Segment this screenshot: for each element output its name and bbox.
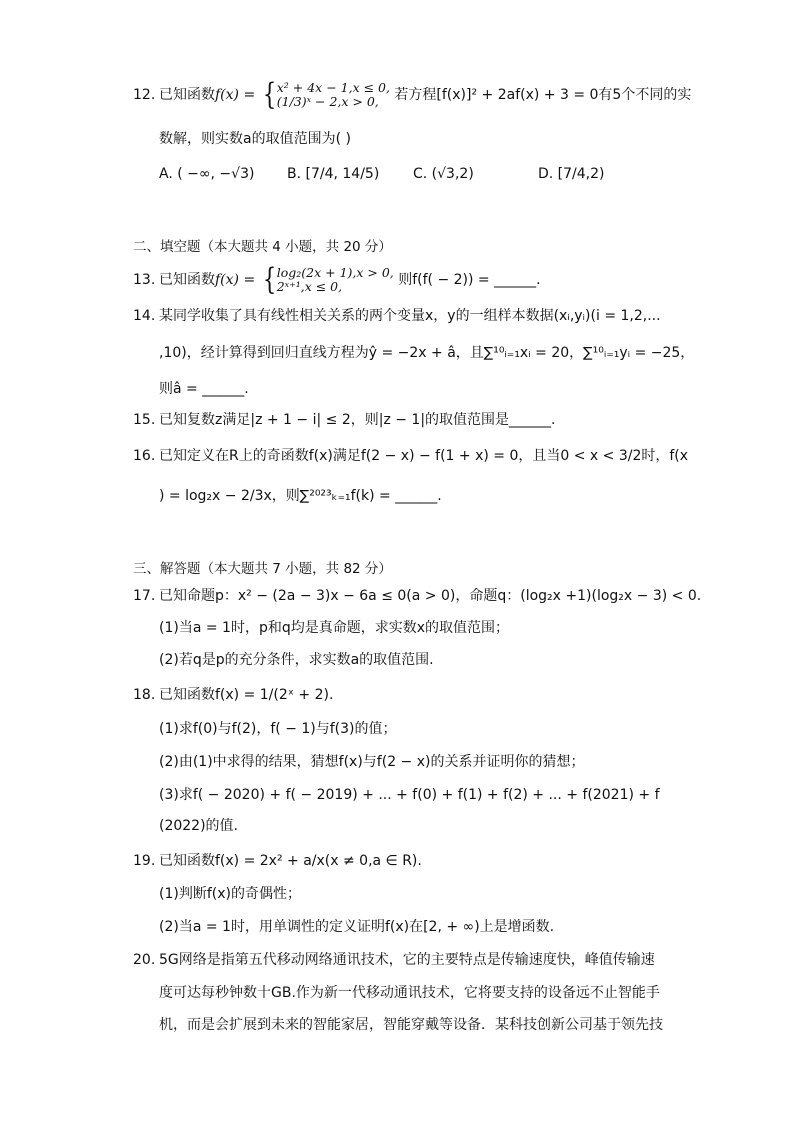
piecewise-cases: [277, 81, 390, 109]
option-d: D. [7/4,2): [538, 166, 605, 182]
q14-text: 某同学收集了具有线性相关关系的两个变量x，y的一组样本数据(xᵢ,yᵢ)(i = 1,2,...: [159, 308, 661, 324]
piecewise-cases: [277, 266, 394, 294]
question-number: 20.: [133, 952, 156, 968]
question-number: 13.: [133, 272, 156, 288]
q20-text: 5G网络是指第五代移动网络通讯技术，它的主要特点是传输速度快，峰值传输速: [159, 952, 655, 968]
q12-line-2: 数解，则实数a的取值范围为( ): [159, 131, 351, 147]
question-15: [133, 410, 556, 430]
question-number: 14.: [133, 308, 156, 324]
question-18-part-3-cont: (2022)的值.: [159, 818, 239, 834]
q12-prefix: 已知函数: [159, 87, 215, 103]
question-13: [133, 262, 541, 297]
left-brace: {: [262, 262, 276, 297]
case-2: 2ˣ⁺¹,x ≤ 0,: [276, 279, 343, 294]
question-16-line-2: ) = log₂x − 2/3x，则∑²⁰²³ₖ₌₁f(k) = ______.: [159, 488, 442, 504]
question-20-line-1: [133, 950, 655, 970]
question-number: 18.: [133, 687, 156, 703]
case-1: x² + 4x − 1,x ≤ 0,: [276, 80, 390, 95]
q17-text: 已知命题p：x² − (2a − 3)x − 6a ≤ 0(a > 0)，命题q：(log₂x +1)(log₂x − 3) < 0.: [159, 588, 702, 604]
question-18-part-2: (2)由(1)中求得的结果，猜想f(x)与f(2 − x)的关系并证明你的猜想；: [159, 754, 585, 770]
question-20-line-2: 度可达每秒钟数十GB.作为新一代移动通讯技术，它将要支持的设备远不止智能手: [159, 985, 660, 1001]
q13-suffix: 则f(f( − 2)) = ______.: [398, 272, 541, 288]
section-heading-answer: 三、解答题（本大题共 7 小题，共 82 分）: [133, 561, 392, 577]
option-a: A. ( −∞, −√3): [159, 166, 255, 182]
question-17-line-1: [133, 586, 701, 606]
case-1: log₂(2x + 1),x > 0,: [276, 265, 394, 280]
q12-equation-text: 若方程[f(x)]² + 2af(x) + 3 = 0有5个不同的实: [394, 87, 692, 103]
q18-text: 已知函数f(x) = 1/(2ˣ + 2).: [159, 687, 334, 703]
question-number: 15.: [133, 412, 156, 428]
question-16-line-1: [133, 446, 688, 466]
option-b: B. [7/4, 14/5): [287, 166, 380, 182]
q13-fx: f(x) =: [215, 272, 256, 288]
q13-prefix: 已知函数: [159, 272, 215, 288]
question-17-part-2: (2)若q是p的充分条件，求实数a的取值范围.: [159, 652, 434, 668]
case-2: (1/3)ˣ − 2,x > 0,: [276, 94, 379, 109]
question-number: 19.: [133, 853, 156, 869]
section-heading-fill-in: 二、填空题（本大题共 4 小题，共 20 分）: [133, 239, 392, 255]
question-18-part-3: (3)求f( − 2020) + f( − 2019) + ... + f(0) + f(1) + f(2) + ... + f(2021) + f: [159, 787, 660, 803]
q16-text: 已知定义在R上的奇函数f(x)满足f(2 − x) − f(1 + x) = 0，且当0 < x < 3/2时，f(x: [159, 448, 689, 464]
q12-fx: f(x) =: [215, 87, 256, 103]
question-14-line-2: ,10)，经计算得到回归直线方程为ŷ = −2x + â，且∑¹⁰ᵢ₌₁xᵢ = 20，∑¹⁰ᵢ₌₁yᵢ = −25，: [159, 345, 695, 361]
question-14-line-1: [133, 306, 661, 326]
question-18-line-1: [133, 685, 333, 705]
question-18-part-1: (1)求f(0)与f(2)，f( − 1)与f(3)的值；: [159, 721, 397, 737]
question-17-part-1: (1)当a = 1时，p和q均是真命题，求实数x的取值范围；: [159, 620, 510, 636]
question-number: 12.: [133, 87, 156, 103]
q19-text: 已知函数f(x) = 2x² + a/x(x ≠ 0,a ∈ R).: [159, 853, 422, 869]
question-number: 16.: [133, 448, 156, 464]
question-19-line-1: [133, 851, 422, 871]
question-12: [133, 77, 692, 112]
question-19-part-2: (2)当a = 1时，用单调性的定义证明f(x)在[2, + ∞)上是增函数.: [159, 919, 555, 935]
left-brace: {: [262, 77, 276, 112]
question-20-line-3: 机，而是会扩展到未来的智能家居，智能穿戴等设备．某科技创新公司基于领先技: [159, 1017, 663, 1033]
q15-text: 已知复数z满足|z + 1 − i| ≤ 2，则|z − 1|的取值范围是______.: [159, 412, 556, 428]
question-19-part-1: (1)判断f(x)的奇偶性；: [159, 886, 301, 902]
question-number: 17.: [133, 588, 156, 604]
option-c: C. (√3,2): [413, 166, 474, 182]
question-14-line-3: 则â = ______.: [159, 381, 249, 397]
